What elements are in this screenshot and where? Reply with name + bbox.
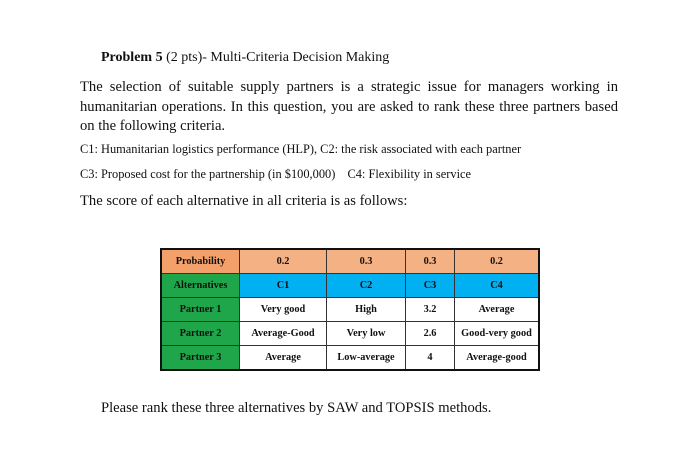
probability-cell: 0.2: [240, 249, 327, 274]
probability-row: [161, 249, 539, 274]
partner-name-cell: Partner 3: [161, 346, 240, 371]
criterion-header-cell: C1: [240, 274, 327, 298]
problem-topic: Multi-Criteria Decision Making: [210, 50, 390, 65]
criterion-c3: C3: Proposed cost for the partnership (in $100,000): [80, 167, 336, 181]
probability-cell: 0.3: [327, 249, 406, 274]
probability-cell: 0.2: [455, 249, 540, 274]
score-cell: Average: [240, 346, 327, 371]
score-cell: Good-very good: [455, 322, 540, 346]
score-cell: 3.2: [406, 298, 455, 322]
intro-paragraph: The selection of suitable supply partners is a strategic issue for managers working in humanitarian operations. In this question, you are asked to rank these three partners based on the following criteria.: [80, 79, 618, 134]
score-cell: Average: [455, 298, 540, 322]
partner-name-cell: Partner 2: [161, 322, 240, 346]
alternatives-label-cell: Alternatives: [161, 274, 240, 298]
score-cell: 2.6: [406, 322, 455, 346]
score-cell: Low-average: [327, 346, 406, 371]
criteria-header-row: [161, 274, 539, 298]
score-cell: Average-good: [455, 346, 540, 371]
problem-number: Problem 5: [101, 50, 163, 65]
criterion-header-cell: C2: [327, 274, 406, 298]
score-cell: Very good: [240, 298, 327, 322]
partner-name-cell: Partner 1: [161, 298, 240, 322]
problem-title: [101, 50, 389, 66]
criterion-header-cell: C4: [455, 274, 540, 298]
probability-label-cell: Probability: [161, 249, 240, 274]
closing-instruction: Please rank these three alternatives by SAW and TOPSIS methods.: [101, 400, 492, 416]
criterion-c4: C4: Flexibility in service: [347, 167, 472, 181]
score-cell: High: [327, 298, 406, 322]
score-cell: Very low: [327, 322, 406, 346]
probability-cell: 0.3: [406, 249, 455, 274]
criteria-line-2: [80, 167, 471, 182]
criterion-header-cell: C3: [406, 274, 455, 298]
table-row: [161, 346, 539, 371]
table-row: [161, 322, 539, 346]
table-row: [161, 298, 539, 322]
score-cell: 4: [406, 346, 455, 371]
scores-intro: The score of each alternative in all criteria is as follows:: [80, 193, 408, 209]
criteria-line-1: C1: Humanitarian logistics performance (HLP), C2: the risk associated with each partner: [80, 142, 522, 156]
problem-points: (2 pts)-: [166, 50, 207, 65]
score-cell: Average-Good: [240, 322, 327, 346]
decision-matrix-table: [160, 248, 540, 371]
